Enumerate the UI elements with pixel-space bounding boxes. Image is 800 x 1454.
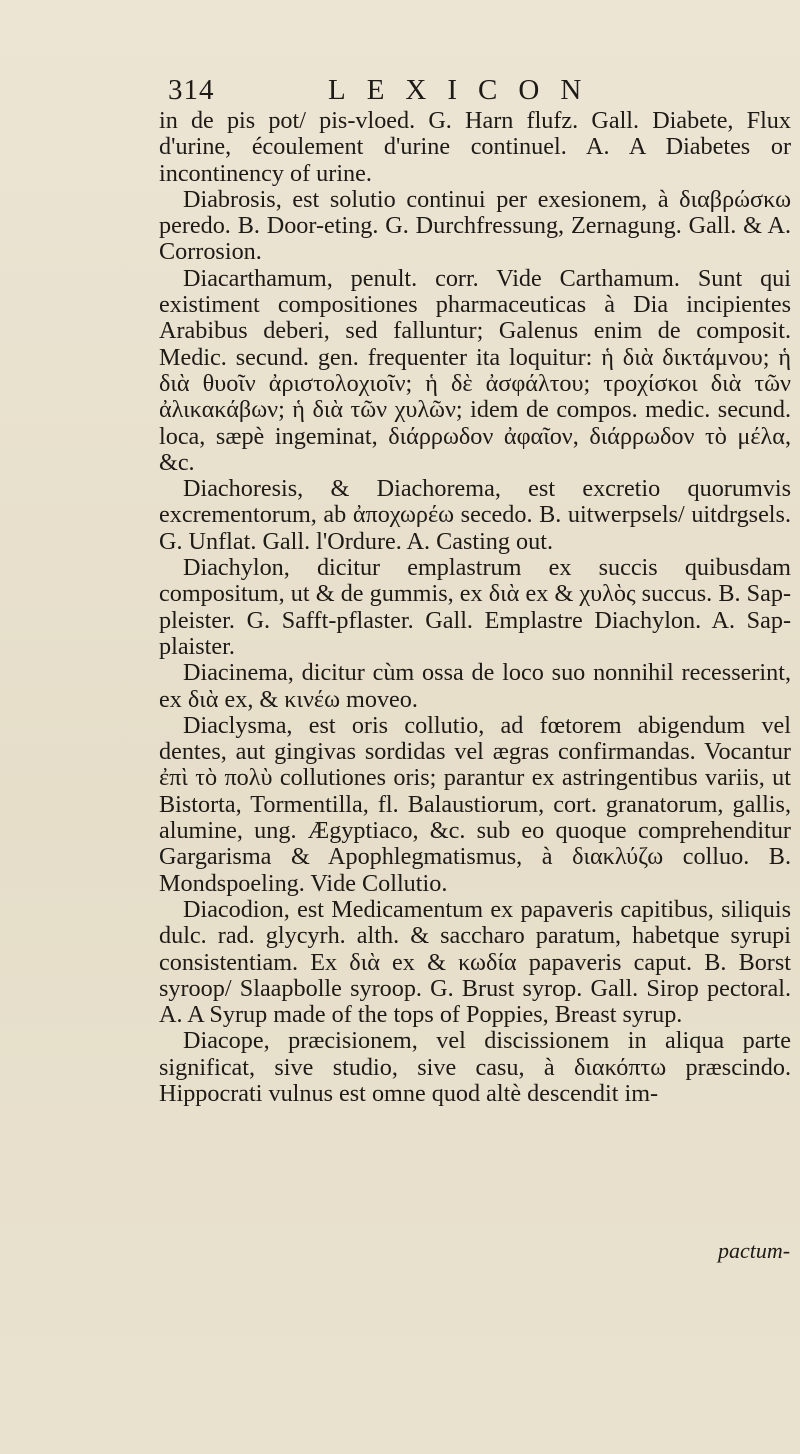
entry-diachoresis: Diachoresis, & Diachorema, est excretio quorumvis excrementorum, ab ἀποχωρέω secedo. B. uitwerpsels/ uitdrgsels. G. Unflat. Gall. l'Ordure. A. Casting out.	[159, 475, 791, 555]
catchword: pactum-	[718, 1238, 791, 1263]
entry-diaclysma: Diaclysma, est oris collutio, ad fœtorem abigendum vel dentes, aut gingivas sordidas vel ægras confirmandas. Vocantur ἐπὶ τὸ πολὺ collutiones oris; parantur ex astringentibus variis, ut Bistorta, Tormentilla, fl. Balaustiorum, cort. granatorum, gallis, alumine, ung. Ægyptiaco, &c. sub eo quoque comprehenditur Gargarisma & Apophlegmatismus, à διακλύζω colluo. B. Mondspoeling. Vide Collutio.	[159, 711, 791, 897]
entry-diacarthamum: Diacarthamum, penult. corr. Vide Carthamum. Sunt qui existiment compositiones pharmaceuticas à Dia incipientes Arabibus deberi, sed falluntur; Galenus enim de composit. Medic. secund. gen. frequenter ita loquitur: ἡ διὰ δικτάμνου; ἡ διὰ θυοῖν ἀριστολοχιοῖν; ἡ δὲ ἀσφάλτου; τροχίσκοι διὰ τῶν ἀλικακάβων; ἡ διὰ τῶν χυλῶν; idem de compos. medic. secund. loca, sæpè ingeminat, διάρρωδον ἀφαῖον, διάρρωδον τὸ μέλα, &c.	[159, 264, 791, 476]
entry-diachylon: Diachylon, dicitur emplastrum ex succis quibusdam compositum, ut & de gummis, ex διὰ ex & χυλὸς succus. B. Sap-pleister. G. Safft-pflaster. Gall. Emplastre Diachylon. A. Sap-plaister.	[159, 554, 791, 660]
running-title: LEXICON	[328, 74, 603, 106]
entry-diacope: Diacope, præcisionem, vel discissionem in aliqua parte significat, sive studio, sive casu, à διακόπτω præscindo. Hippocrati vulnus est omne quod altè descendit im-	[159, 1027, 791, 1107]
page-header	[160, 70, 603, 110]
entry-diabrosis: Diabrosis, est solutio continui per exesionem, à διαβρώσκω peredo. B. Door-eting. G. Durchfressung, Zernagung. Gall. & A. Corrosion.	[159, 185, 791, 266]
entry-diacodion: Diacodion, est Medicamentum ex papaveris capitibus, siliquis dulc. rad. glycyrh. alth. & saccharo paratum, habetque syrupi consistentiam. Ex διὰ ex & κωδία papaveris caput. B. Borst syroop/ Slaapbolle syroop. G. Brust syrop. Gall. Sirop pectoral. A. A Syrup made of the tops of Poppies, Breast syrup.	[159, 895, 791, 1029]
page-number: 314	[168, 74, 215, 106]
lexicon-text	[159, 108, 791, 1107]
entry-continuation: in de pis pot/ pis-vloed. G. Harn flufz. Gall. Diabete, Flux d'urine, écoulement d'urine continuel. A. A Diabetes or incontinency of urine.	[159, 107, 791, 187]
entry-diacinema: Diacinema, dicitur cùm ossa de loco suo nonnihil recesserint, ex διὰ ex, & κινέω moveo.	[159, 659, 791, 713]
